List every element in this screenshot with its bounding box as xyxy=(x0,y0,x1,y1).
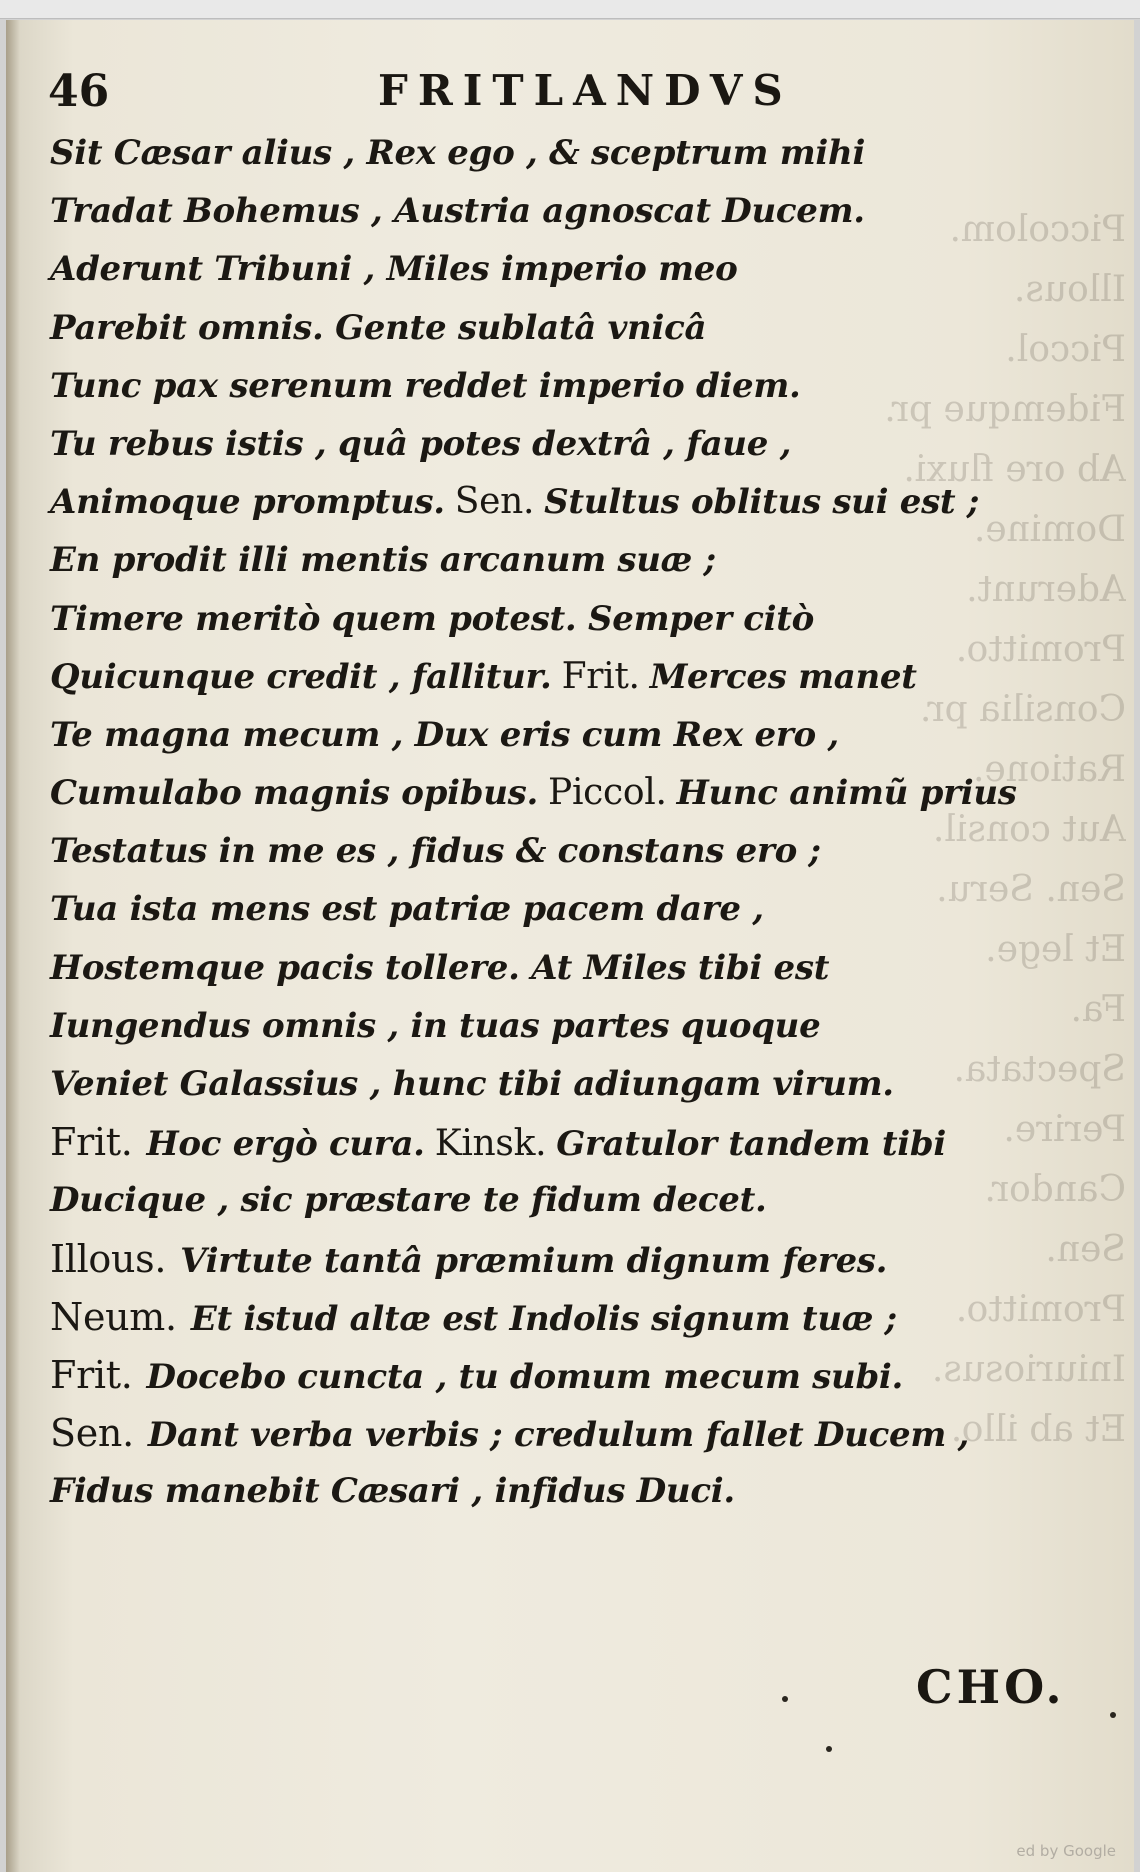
verse-text-segment: Stultus oblitus sui est ; xyxy=(544,482,980,523)
verse-text-segment: Cumulabo magnis opibus. xyxy=(50,773,539,814)
verse-text-segment: Ducique , sic præstare te fidum decet. xyxy=(50,1180,767,1221)
verse-line xyxy=(50,648,1110,706)
verse-text-segment: Tradat Bohemus , Austria agnoscat Ducem. xyxy=(50,191,865,232)
ink-speck xyxy=(1110,1712,1116,1718)
verse-line xyxy=(50,1404,1110,1462)
verse-text-segment: Gratulor tandem tibi xyxy=(556,1124,946,1165)
speaker-label: Frit. xyxy=(50,1352,133,1397)
verse-line xyxy=(50,590,1110,648)
speaker-label: Sen. xyxy=(50,1411,134,1456)
page-header xyxy=(48,58,1088,128)
verse-text-segment: Sit Cæsar alius , Rex ego , & sceptrum mihi xyxy=(50,133,866,173)
ink-speck xyxy=(782,1696,788,1702)
verse-line xyxy=(50,357,1110,415)
verse-line xyxy=(50,939,1110,997)
viewer-top-bar xyxy=(0,0,1140,19)
verse-text-segment: Merces manet xyxy=(649,656,917,697)
verse-text-segment: Animoque promptus. xyxy=(50,482,445,523)
verse-line xyxy=(50,1462,1110,1520)
verse-text-segment: Aderunt Tribuni , Miles imperio meo xyxy=(50,249,738,290)
verse-text-segment: Docebo cuncta , tu domum mecum subi. xyxy=(146,1356,904,1397)
verse-text-segment: Fidus manebit Cæsari , infidus Duci. xyxy=(50,1471,735,1512)
verse-text-segment: Testatus in me es , fidus & constans ero ; xyxy=(50,831,821,872)
verse-text-segment: Parebit omnis. Gente sublatâ vnicâ xyxy=(50,307,707,348)
verse-line xyxy=(50,415,1110,473)
verse-line xyxy=(50,124,1110,182)
verse-line xyxy=(50,182,1110,240)
verse-line xyxy=(50,299,1110,357)
verse-line xyxy=(50,1346,1110,1404)
verse-text-segment: Virtute tantâ præmium dignum feres. xyxy=(180,1240,888,1281)
verse-text-segment: Et istud altæ est Indolis signum tuæ ; xyxy=(190,1298,897,1339)
verse-line xyxy=(50,764,1110,822)
speaker-label: Sen. xyxy=(454,481,535,523)
verse-line xyxy=(50,706,1110,764)
show-through-texture: Piccolom. Illous. Piccol. Fidemque pr. Ab ore fluxi. Domine. Aderunt. Promitto. Consilia pr. Ratione. Aut consil. Sen. Seru. Et lege. Fa. Spectata. Perire. Candor. Sen. Promitto. Iniuriosus. Et ab illo. xyxy=(884,209,1126,1450)
verse-line xyxy=(50,1055,1110,1113)
verse-text-segment: Dant verba verbis ; credulum fallet Ducem , xyxy=(147,1415,970,1456)
verse-line xyxy=(50,822,1110,880)
speaker-label: Neum. xyxy=(50,1294,177,1339)
verse-text-segment: Hoc ergò cura. xyxy=(146,1124,425,1165)
catchword: CHO. xyxy=(916,1660,1066,1714)
verse-text-segment: Iungendus omnis , in tuas partes quoque xyxy=(50,1005,821,1046)
speaker-label: Frit. xyxy=(561,655,640,697)
verse-line xyxy=(50,1230,1110,1288)
scan-watermark: ed by Google xyxy=(1016,1842,1116,1860)
speaker-label: Illous. xyxy=(50,1236,167,1281)
verse-text-segment: Hunc animũ prius xyxy=(676,773,1017,814)
page-number: 46 xyxy=(48,66,110,117)
verse-line xyxy=(50,1113,1110,1171)
verse-text-segment: En prodit illi mentis arcanum suæ ; xyxy=(50,540,716,581)
verse-text-segment: Timere meritò quem potest. Semper citò xyxy=(50,598,815,639)
verse-line xyxy=(50,1288,1110,1346)
verse-line xyxy=(50,473,1110,531)
page-gutter-shadow xyxy=(6,20,20,1872)
verse-text-segment: Tunc pax serenum reddet imperio diem. xyxy=(50,365,801,406)
verse-text-segment: Veniet Galassius , hunc tibi adiungam virum. xyxy=(50,1064,894,1104)
verse-text-segment: Hostemque pacis tollere. At Miles tibi est xyxy=(50,947,830,988)
verse-text-segment: Tua ista mens est patriæ pacem dare , xyxy=(50,889,764,930)
verse-text-segment: Te magna mecum , Dux eris cum Rex ero , xyxy=(50,714,839,755)
ink-speck xyxy=(826,1746,832,1752)
verse-text xyxy=(50,124,1110,1521)
verse-line xyxy=(50,1171,1110,1229)
running-head: FRITLANDVS xyxy=(378,66,793,115)
speaker-label: Frit. xyxy=(50,1120,133,1165)
speaker-label: Kinsk. xyxy=(434,1123,547,1165)
verse-line xyxy=(50,997,1110,1055)
speaker-label: Piccol. xyxy=(548,772,667,814)
verse-line xyxy=(50,240,1110,298)
verse-line xyxy=(50,531,1110,589)
verse-text-segment: Tu rebus istis , quâ potes dextrâ , faue , xyxy=(50,423,792,464)
verse-text-segment: Quicunque credit , fallitur. xyxy=(50,656,552,697)
book-page xyxy=(6,20,1134,1872)
verse-line xyxy=(50,880,1110,938)
